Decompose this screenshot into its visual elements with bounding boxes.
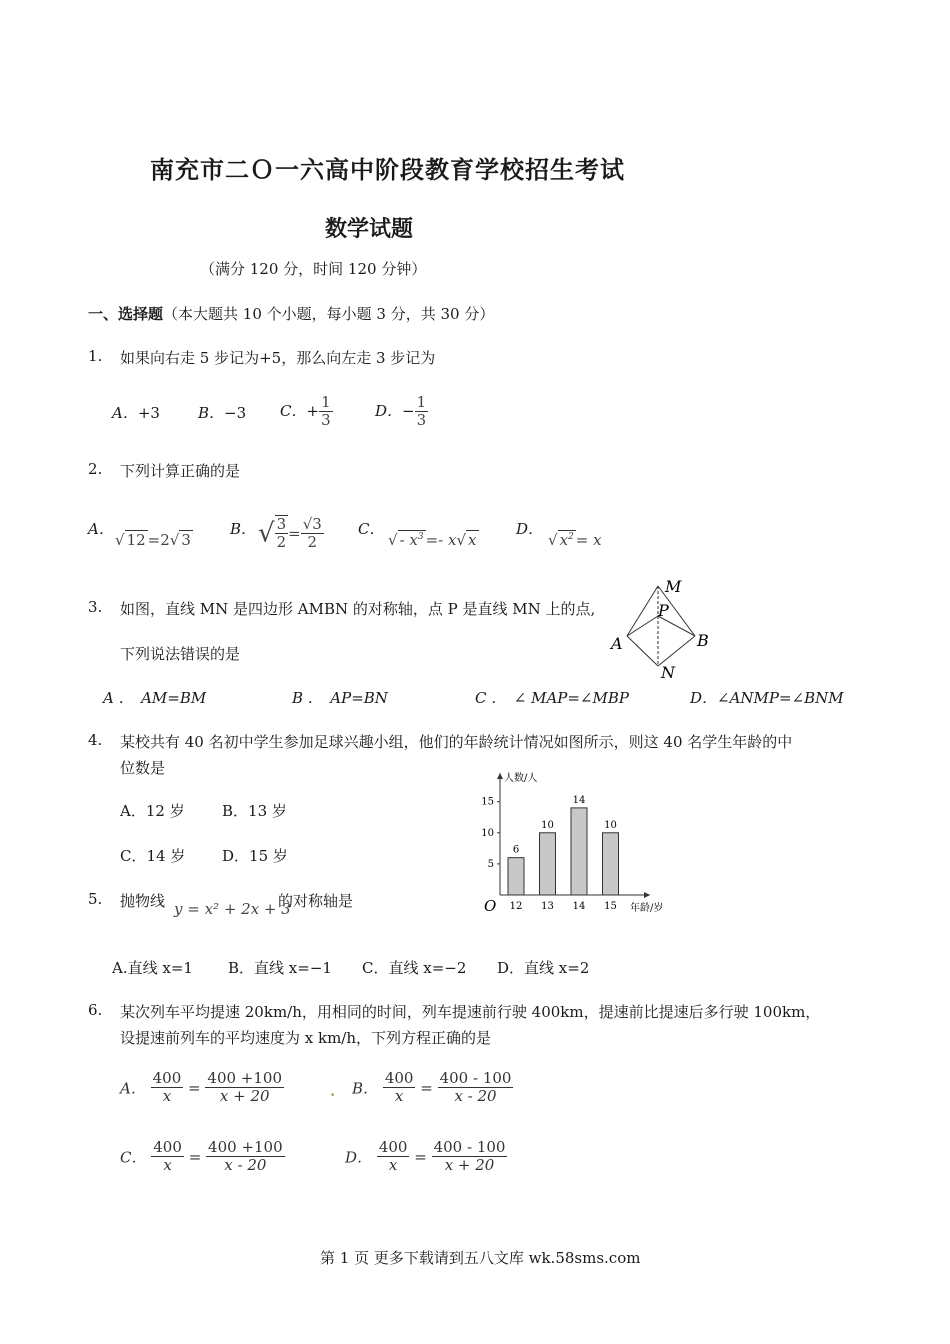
fig-label-m: M	[665, 577, 682, 596]
y-tick-label: 15	[481, 796, 494, 808]
q2-option-b: √ $\frac{3}{2}$ = $\frac{√3}{2}$	[258, 514, 322, 552]
page-title: 南充市二Ｏ一六高中阶段教育学校招生考试	[150, 155, 625, 184]
x-axis-arrow	[644, 892, 650, 898]
x-tick-label: 13	[541, 901, 554, 912]
bar-value-label: 6	[512, 844, 520, 856]
q4-option-c: C．14 岁	[120, 847, 186, 865]
q1-option-c: C．+ $\frac{1}{3}$	[280, 393, 331, 430]
q3-option-b: B ． AP=BN	[292, 689, 388, 707]
q6-option-a: A． $\frac{400}{x}$ = $\frac{400 +100}{x + 20}$	[120, 1069, 283, 1106]
q6-option-d: D． $\frac{400}{x}$ = $\frac{400 - 100}{x + 20}$	[345, 1138, 506, 1175]
fig-label-n: N	[661, 663, 675, 682]
stray-dot-1: .	[330, 1082, 336, 1100]
exam-note: （满分 120 分，时间 120 分钟）	[200, 260, 427, 278]
q5-option-d: D．直线 x=2	[497, 959, 590, 977]
fig-label-p: P	[658, 601, 669, 620]
q4-option-d: D．15 岁	[222, 847, 288, 865]
q5-option-c: C．直线 x=−2	[362, 959, 467, 977]
q3-option-a: A ． AM=BM	[103, 689, 207, 707]
q4-text-line2: 位数是	[120, 759, 166, 777]
section-title: 一、选择题	[88, 305, 164, 323]
y-axis-arrow	[497, 773, 503, 779]
fig-label-a: A	[611, 634, 623, 653]
q6-text-line1: 某次列车平均提速 20km/h，用相同的时间，列车提速前行驶 400km，提速前比提速后多行驶 100km，	[120, 1003, 821, 1021]
q5-prefix: 抛物线	[120, 892, 166, 910]
q4-option-a: A．12 岁	[120, 802, 185, 820]
y-axis-label: 人数/人	[504, 773, 538, 784]
x-tick-label: 12	[509, 901, 523, 912]
x-axis-label: 年龄/岁	[630, 903, 664, 914]
bar	[508, 858, 524, 895]
q3-option-c: C ． ∠ MAP=∠MBP	[475, 689, 629, 707]
q1-option-d: D．− $\frac{1}{3}$	[375, 393, 427, 430]
q5-option-b: B．直线 x=−1	[228, 959, 332, 977]
q2-option-d-label: D．	[516, 520, 544, 538]
q6-option-c: C． $\frac{400}{x}$ = $\frac{400 +100}{x - 20}$	[120, 1138, 283, 1175]
q2-number: 2.	[88, 460, 103, 478]
bar	[571, 808, 587, 895]
y-tick-label: 10	[481, 827, 494, 839]
q4-option-b: B．13 岁	[222, 802, 287, 820]
q4-bar-chart	[470, 765, 680, 917]
bar-value-label: 10	[541, 819, 554, 831]
section-heading	[88, 303, 494, 324]
section-desc: （本大题共 10 个小题，每小题 3 分，共 30 分）	[163, 305, 495, 323]
q4-text-line1: 某校共有 40 名初中学生参加足球兴趣小组，他们的年龄统计情况如图所示，则这 40 名学生年龄的中	[120, 733, 793, 751]
q4-number: 4.	[88, 731, 103, 749]
q1-text: 如果向右走 5 步记为+5，那么向左走 3 步记为	[120, 349, 436, 367]
page-footer: 第 1 页 更多下载请到五八文库 wk.58sms.com	[320, 1249, 641, 1267]
q6-option-b: B． $\frac{400}{x}$ = $\frac{400 - 100}{x - 20}$	[352, 1069, 512, 1106]
x-tick-label: 15	[604, 901, 617, 912]
q2-option-a-label: A．	[88, 520, 114, 538]
q3-number: 3.	[88, 598, 103, 616]
q2-option-d: √ $x^2 = x$	[548, 531, 602, 549]
q3-figure	[605, 574, 725, 684]
q3-option-d: D．∠ANMP=∠BNM	[690, 689, 844, 707]
q1-option-b: B．−3	[198, 404, 247, 422]
bar	[540, 833, 556, 895]
q5-formula: y = x² + 2x + 3	[174, 900, 291, 918]
q6-number: 6.	[88, 1001, 103, 1019]
origin-label: O	[484, 897, 497, 915]
bar-value-label: 10	[604, 819, 617, 831]
bar-value-label: 14	[572, 794, 586, 806]
q2-option-b-label: B．	[230, 520, 257, 538]
q1-option-a: A．+3	[112, 404, 160, 422]
q3-text-line2: 下列说法错误的是	[120, 645, 241, 663]
q5-number: 5.	[88, 890, 103, 908]
q6-text-line2: 设提速前列车的平均速度为 x km/h，下列方程正确的是	[120, 1029, 492, 1047]
q3-text-line1: 如图，直线 MN 是四边形 AMBN 的对称轴，点 P 是直线 MN 上的点,	[120, 600, 596, 618]
q5-suffix: 的对称轴是	[278, 892, 354, 910]
fig-label-b: B	[697, 631, 709, 650]
y-tick-label: 5	[487, 858, 494, 870]
q1-number: 1.	[88, 347, 103, 365]
bar	[603, 833, 619, 895]
q2-text: 下列计算正确的是	[120, 462, 241, 480]
page-subtitle: 数学试题	[325, 216, 414, 242]
q2-option-c: √ - $x^3 =- x√$ x	[388, 531, 477, 549]
q5-option-a: A.直线 x=1	[112, 959, 193, 977]
q2-option-c-label: C．	[358, 520, 385, 538]
x-tick-label: 14	[572, 901, 586, 912]
q2-option-a: √ 12 =2√ 3	[115, 531, 191, 549]
